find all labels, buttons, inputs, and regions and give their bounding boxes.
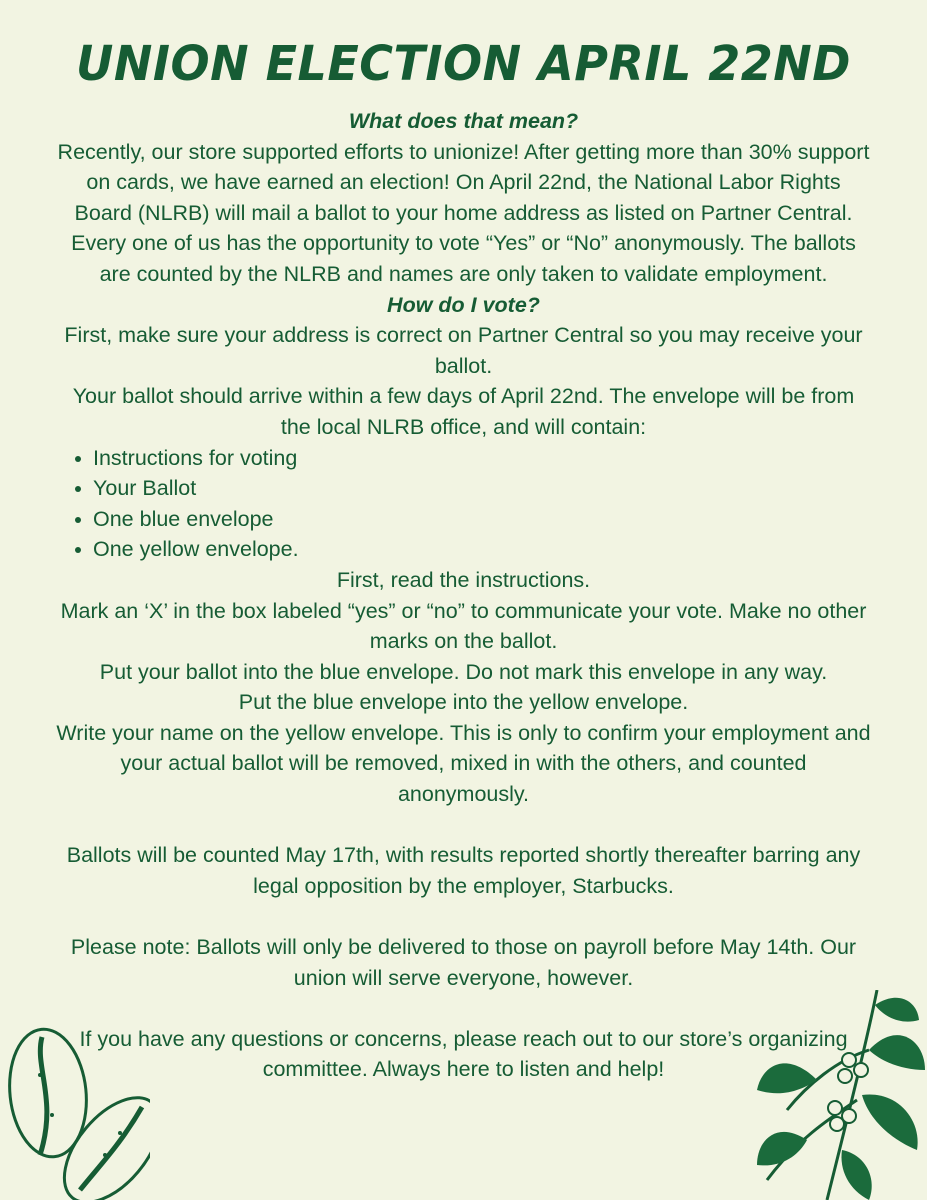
contact-paragraph: If you have any questions or concerns, please reach out to our store’s organizing committee. Always here to listen and help!: [79, 1026, 848, 1082]
list-item: Instructions for voting: [73, 443, 872, 474]
intro-paragraph: Recently, our store supported efforts to unionize! After getting more than 30% support on cards, we have earned an election! On April 22nd, the National Labor Rights Board (NLRB) will mail a ballot to your home address as listed on Partner Central. Every one of us has the opportunity to vote “Yes” or “No” anonymously. The ballots are counted by the NLRB and names are only taken to validate employment.: [57, 139, 870, 286]
step-mark: Mark an ‘X’ in the box labeled “yes” or “no” to communicate your vote. Make no other marks on the ballot.: [60, 598, 867, 654]
step-yellow-envelope: Put the blue envelope into the yellow envelope.: [238, 690, 689, 715]
question-what-does-it-mean: What does that mean?: [348, 109, 579, 133]
question-how-to-vote: How do I vote?: [387, 292, 540, 317]
address-paragraph: First, make sure your address is correct on Partner Central so you may receive your ballot.: [64, 323, 863, 378]
step-write-name: Write your name on the yellow envelope. This is only to confirm your employment and your actual ballot will be removed, mixed in with the others, and counted anonymously.: [56, 720, 871, 807]
counting-paragraph: Ballots will be counted May 17th, with results reported shortly thereafter barring any legal opposition by the employer, Starbucks.: [66, 843, 861, 898]
list-item: One yellow envelope.: [73, 534, 872, 565]
envelope-paragraph: Your ballot should arrive within a few days of April 22nd. The envelope will be from the local NLRB office, and will contain:: [72, 384, 855, 439]
step-blue-envelope: Put your ballot into the blue envelope. Do not mark this envelope in any way.: [99, 659, 828, 684]
coffee-beans-icon: [0, 1015, 150, 1200]
coffee-plant-icon: [757, 990, 927, 1200]
step-read: First, read the instructions.: [336, 567, 591, 592]
envelope-contents-list: [55, 443, 872, 565]
list-item: Your Ballot: [73, 473, 872, 504]
list-item: One blue envelope: [73, 504, 872, 535]
note-paragraph: Please note: Ballots will only be delivered to those on payroll before May 14th. Our union will serve everyone, however.: [70, 935, 857, 990]
flyer-body: [55, 106, 872, 1085]
page-title: UNION ELECTION APRIL 22ND: [76, 34, 851, 92]
